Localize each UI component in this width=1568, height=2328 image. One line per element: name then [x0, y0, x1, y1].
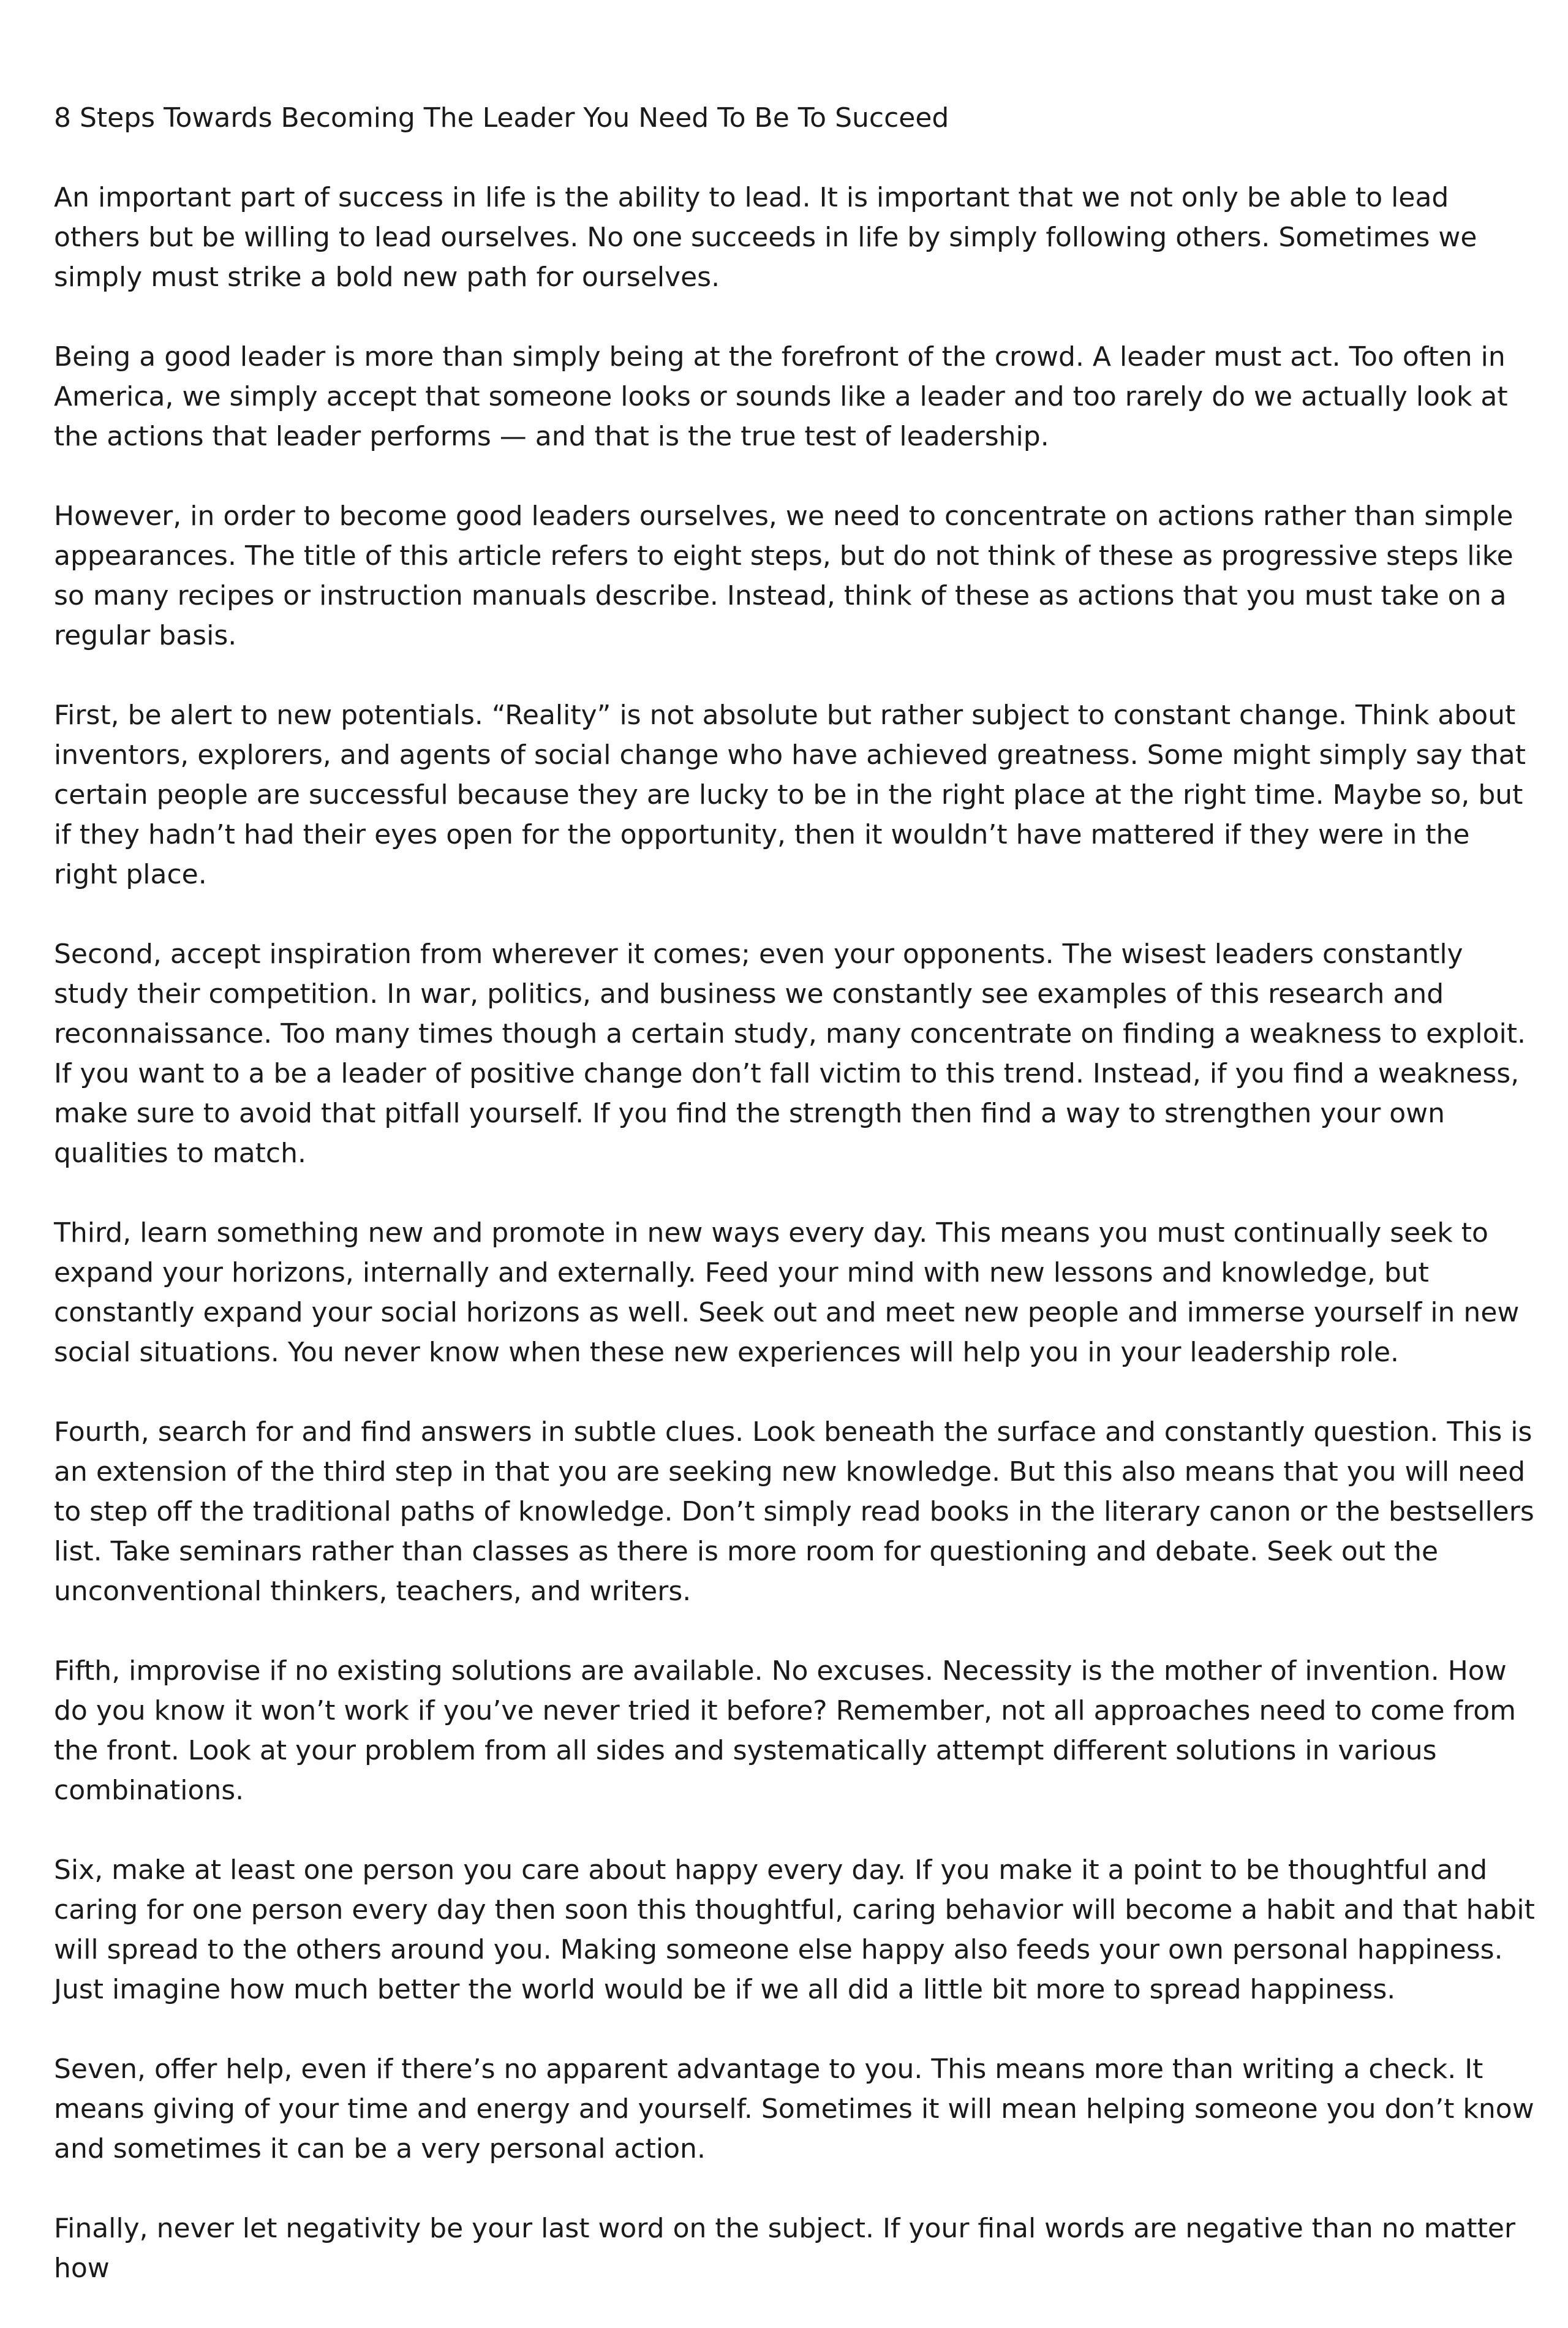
paragraph-7: Fourth, search for and find answers in subtle clues. Look beneath the surface and constantly question. This is an extension of the third step in that you are seeking new knowledge. But this also means that you will need to step off the traditional paths of knowledge. Don’t simply read books in the literary canon or the bestsellers list. Take seminars rather than classes as there is more room for questioning and debate. Seek out the unconventional thinkers, teachers, and writers. [54, 1416, 1534, 1607]
paragraph-9: Six, make at least one person you care about happy every day. If you make it a point to be thoughtful and caring for one person every day then soon this thoughtful, caring behavior will become a habit and that habit will spread to the others around you. Making someone else happy also feeds your own personal happiness. Just imagine how much better the world would be if we all did a little bit more to spread happiness. [54, 1854, 1535, 2005]
document-title: 8 Steps Towards Becoming The Leader You Need To Be To Succeed [54, 102, 949, 134]
paragraph-3: However, in order to become good leaders ourselves, we need to concentrate on actions rather than simple appearances. The title of this article refers to eight steps, but do not think of these as progressive steps like so many recipes or instruction manuals describe. Instead, think of these as actions that you must take on a regular basis. [54, 501, 1513, 651]
paragraph-6: Third, learn something new and promote in new ways every day. This means you must continually seek to expand your horizons, internally and externally. Feed your mind with new lessons and knowledge, but constantly expand your social horizons as well. Seek out and meet new people and immerse yourself in new social situations. You never know when these new experiences will help you in your leadership role. [54, 1217, 1520, 1368]
paragraph-8: Fifth, improvise if no existing solutions are available. No excuses. Necessity is the mother of invention. How do you know it won’t work if you’ve never tried it before? Remember, not all approaches need to come from the front. Look at your problem from all sides and systematically attempt different solutions in various combinations. [54, 1655, 1516, 1806]
document-page [54, 98, 1536, 2328]
paragraph-2: Being a good leader is more than simply being at the forefront of the crowd. A leader must act. Too often in America, we simply accept that someone looks or sounds like a leader and too rarely do we actually look at the actions that leader performs — and that is the true test of leadership. [54, 341, 1508, 452]
paragraph-5: Second, accept inspiration from wherever it comes; even your opponents. The wisest leaders constantly study their competition. In war, politics, and business we constantly see examples of this research and reconnaissance. Too many times though a certain study, many concentrate on finding a weakness to exploit. If you want to a be a leader of positive change don’t fall victim to this trend. Instead, if you find a weakness, make sure to avoid that pitfall yourself. If you find the strength then find a way to strengthen your own qualities to match. [54, 939, 1526, 1169]
paragraph-10: Seven, offer help, even if there’s no apparent advantage to you. This means more than writing a check. It means giving of your time and energy and yourself. Sometimes it will mean helping someone you don’t know and sometimes it can be a very personal action. [54, 2054, 1534, 2164]
paragraph-4: First, be alert to new potentials. “Reality” is not absolute but rather subject to constant change. Think about inventors, explorers, and agents of social change who have achieved greatness. Some might simply say that certain people are successful because they are lucky to be in the right place at the right time. Maybe so, but if they hadn’t had their eyes open for the opportunity, then it wouldn’t have mattered if they were in the right place. [54, 700, 1526, 890]
paragraph-11: Finally, never let negativity be your last word on the subject. If your final words are negative than no matter how [54, 2213, 1516, 2284]
paragraph-1: An important part of success in life is the ability to lead. It is important that we not only be able to lead others but be willing to lead ourselves. No one succeeds in life by simply following others. Sometimes we simply must strike a bold new path for ourselves. [54, 182, 1477, 293]
